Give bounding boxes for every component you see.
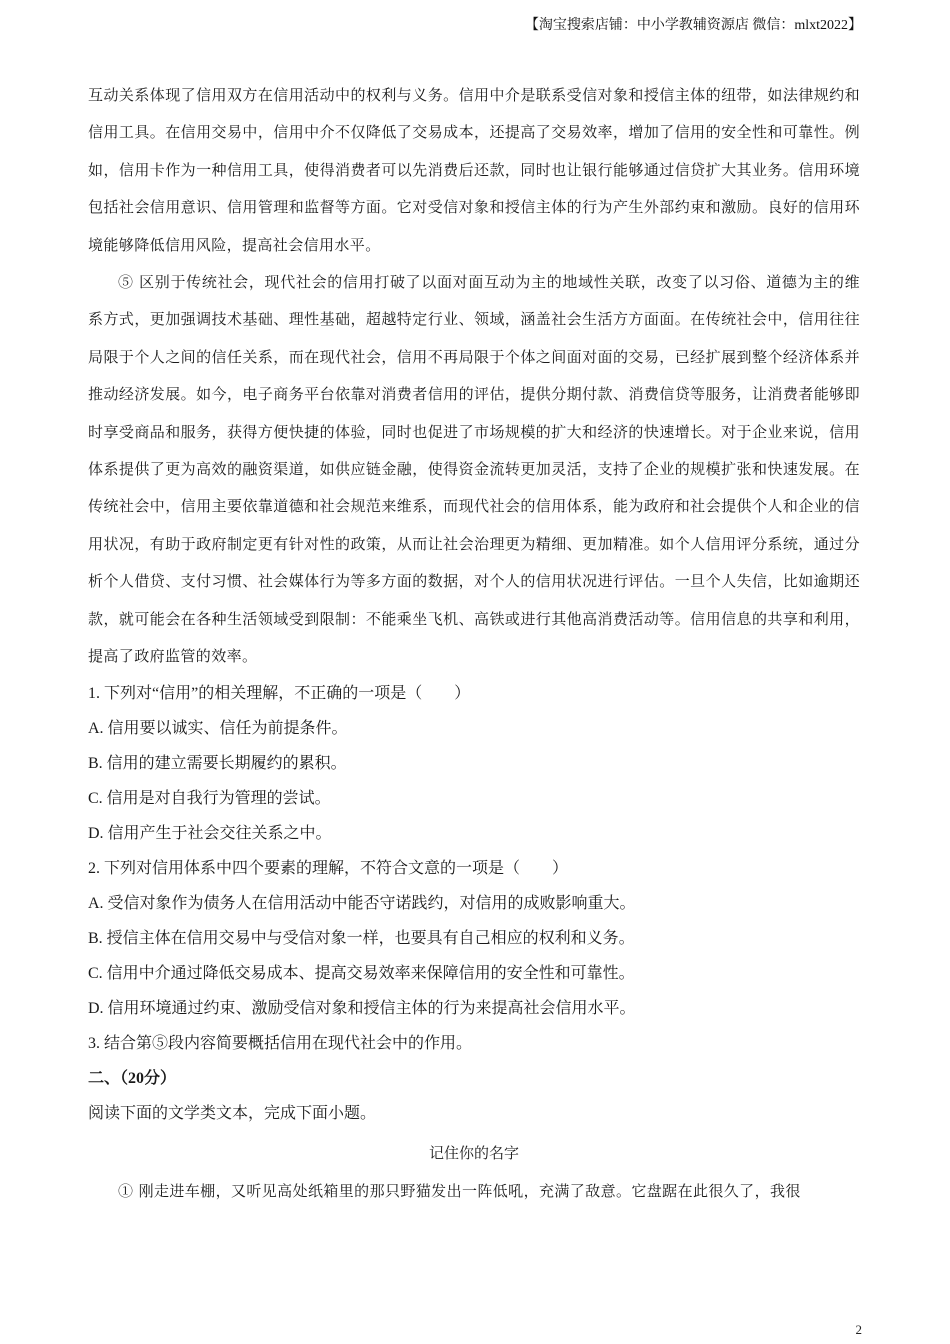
document-body [88, 77, 860, 1210]
option-c: C. 信用是对自我行为管理的尝试。 [88, 789, 331, 807]
section-2-instruction: 阅读下面的文学类文本，完成下面小题。 [88, 1104, 377, 1122]
question-stem: 2. 下列对信用体系中四个要素的理解，不符合文意的一项是（ ） [88, 859, 569, 877]
page-number: 2 [855, 1322, 862, 1337]
option-b: B. 授信主体在信用交易中与受信对象一样，也要具有自己相应的权利和义务。 [88, 929, 635, 947]
story-title: 记住你的名字 [428, 1143, 519, 1162]
passage-paragraph-5: ⑤ 区别于传统社会，现代社会的信用打破了以面对面互动为主的地域性关联，改变了以习俗、道德为主的维系方式，更加强调技术基础、理性基础，超越特定行业、领域，涵盖社会生活方方面面。在传统社会中，信用往往局限于个人之间的信任关系，而在现代社会，信用不再局限于个体之间面对面的交易，已经扩展到整个经济体系并推动经济发展。如今，电子商务平台依靠对消费者信用的评估，提供分期付款、消费信贷等服务，让消费者能够即时享受商品和服务，获得方便快捷的体验，同时也促进了市场规模的扩大和经济的快速增长。对于企业来说，信用体系提供了更为高效的融资渠道，如供应链金融，使得资金流转更加灵活，支持了企业的规模扩张和快速发展。在传统社会中，信用主要依靠道德和社会规范来维系，而现代社会的信用体系，能为政府和社会提供个人和企业的信用状况，有助于政府制定更有针对性的政策，从而让社会治理更为精细、更加精准。如个人信用评分系统，通过分析个人借贷、支付习惯、社会媒体行为等多方面的数据，对个人的信用状况进行评估。一旦个人失信，比如逾期还款，就可能会在各种生活领域受到限制：不能乘坐飞机、高铁或进行其他高消费活动等。信用信息的共享和利用，提高了政府监管的效率。 [88, 273, 860, 666]
question-3 [88, 1026, 860, 1061]
question-2 [88, 851, 860, 1026]
option-b: B. 信用的建立需要长期履约的累积。 [88, 754, 347, 772]
option-a: A. 受信对象作为债务人在信用活动中能否守诺践约，对信用的成败影响重大。 [88, 894, 636, 912]
question-stem: 3. 结合第⑤段内容简要概括信用在现代社会中的作用。 [88, 1034, 473, 1052]
option-d: D. 信用产生于社会交往关系之中。 [88, 824, 332, 842]
option-d: D. 信用环境通过约束、激励受信对象和授信主体的行为来提高社会信用水平。 [88, 999, 636, 1017]
question-1 [88, 676, 860, 851]
section-2-heading: 二、（20分） [88, 1069, 177, 1087]
question-stem: 1. 下列对“信用”的相关理解，不正确的一项是（ ） [88, 684, 471, 702]
option-c: C. 信用中介通过降低交易成本、提高交易效率来保障信用的安全性和可靠性。 [88, 964, 635, 982]
passage-paragraph-continued: 互动关系体现了信用双方在信用活动中的权利与义务。信用中介是联系受信对象和授信主体的纽带，如法律规约和信用工具。在信用交易中，信用中介不仅降低了交易成本，还提高了交易效率，增加了信用的安全性和可靠性。例如，信用卡作为一种信用工具，使得消费者可以先消费后还款，同时也让银行能够通过信贷扩大其业务。信用环境包括社会信用意识、信用管理和监督等方面。它对受信对象和授信主体的行为产生外部约束和激励。良好的信用环境能够降低信用风险，提高社会信用水平。 [88, 86, 860, 254]
story-paragraph-1: ① 刚走进车棚，又听见高处纸箱里的那只野猫发出一阵低吼，充满了敌意。它盘踞在此很久了，我很 [118, 1181, 801, 1200]
option-a: A. 信用要以诚实、信任为前提条件。 [88, 719, 348, 737]
source-watermark-header: 【淘宝搜索店铺：中小学教辅资源店 微信：mlxt2022】 [524, 18, 862, 33]
